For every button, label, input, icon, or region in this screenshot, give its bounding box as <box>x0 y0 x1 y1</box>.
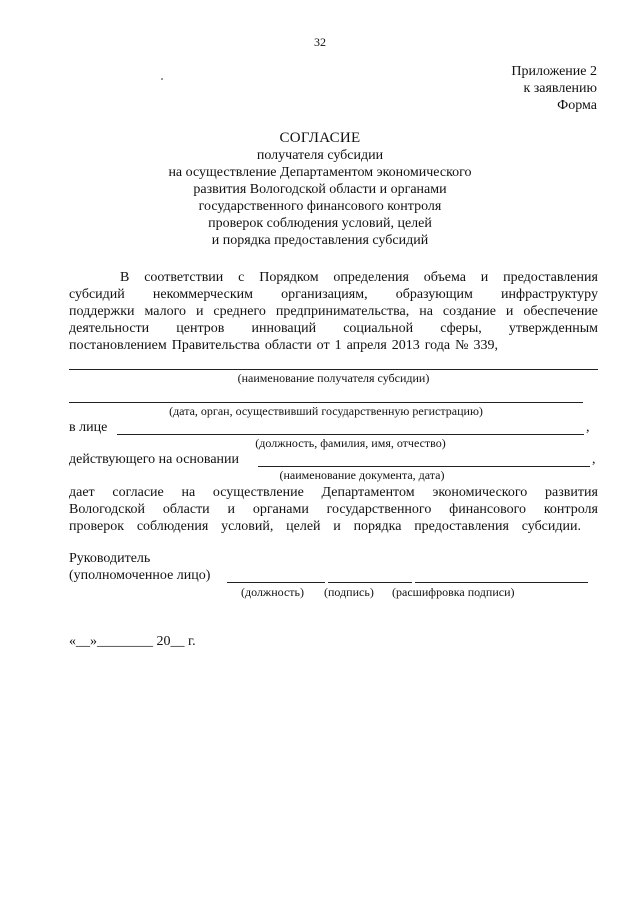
recipient-name-caption: (наименование получателя субсидии) <box>237 371 430 385</box>
consent-line-3: проверок соблюдения условий, целей и порядка предоставления субсидии. <box>69 519 581 534</box>
title-line: государственного финансового контроля <box>198 199 442 214</box>
comma: , <box>592 452 596 467</box>
intro-line-4: деятельности центров инноваций социальной сферы, утвержденным <box>69 321 598 336</box>
date-month[interactable]: ________ <box>97 634 153 649</box>
annex-line-3: Форма <box>557 98 597 113</box>
page-number: 32 <box>314 35 326 49</box>
signature-sign-line[interactable] <box>328 582 412 583</box>
position-name-caption: (должность, фамилия, имя, отчество) <box>255 436 446 450</box>
title-line: развития Вологодской области и органами <box>193 182 447 197</box>
date-line <box>69 634 196 650</box>
date-day[interactable]: «__» <box>69 634 97 649</box>
title-line: на осуществление Департаментом экономического <box>168 165 472 180</box>
signature-decoding-caption: (расшифровка подписи) <box>392 585 515 599</box>
intro-line-3: поддержки малого и среднего предпринимательства, на создание и обеспечение <box>69 304 598 319</box>
comma: , <box>586 420 590 435</box>
authorized-person-label: (уполномоченное лицо) <box>69 568 211 583</box>
head-label: Руководитель <box>69 551 151 566</box>
title-line: и порядка предоставления субсидий <box>211 233 429 248</box>
title-line: получателя субсидии <box>256 148 384 163</box>
consent-line-2: Вологодской области и органами государственного финансового контроля <box>69 502 598 517</box>
signature-position-line[interactable] <box>227 582 325 583</box>
document-caption: (наименование документа, дата) <box>279 468 445 482</box>
title-line: проверок соблюдения условий, целей <box>208 216 432 231</box>
in-person-line[interactable] <box>117 434 584 435</box>
date-year[interactable]: 20__ г. <box>156 634 196 649</box>
document-title <box>0 130 640 249</box>
registration-caption: (дата, орган, осуществивший государственную регистрацию) <box>169 404 483 418</box>
in-person-label: в лице <box>69 420 108 435</box>
signature-position-caption: (должность) <box>241 585 304 599</box>
annex-line-2: к заявлению <box>523 81 597 96</box>
acting-basis-line[interactable] <box>258 466 590 467</box>
annex-line-1: Приложение 2 <box>511 64 597 79</box>
title-main: СОГЛАСИЕ <box>279 130 361 146</box>
scan-speck <box>161 78 163 80</box>
registration-line[interactable] <box>69 402 583 403</box>
acting-basis-label: действующего на основании <box>69 452 240 467</box>
intro-line-2: субсидий некоммерческим организациям, образующим инфраструктуру <box>69 287 598 302</box>
intro-line-5: постановлением Правительства области от 1 апреля 2013 года № 339, <box>69 338 498 353</box>
signature-sign-caption: (подпись) <box>324 585 374 599</box>
consent-line-1: дает согласие на осуществление Департаментом экономического развития <box>69 485 598 500</box>
recipient-name-line[interactable] <box>69 369 598 370</box>
signature-decoding-line[interactable] <box>415 582 588 583</box>
intro-line-1: В соответствии с Порядком определения объема и предоставления <box>120 270 598 285</box>
